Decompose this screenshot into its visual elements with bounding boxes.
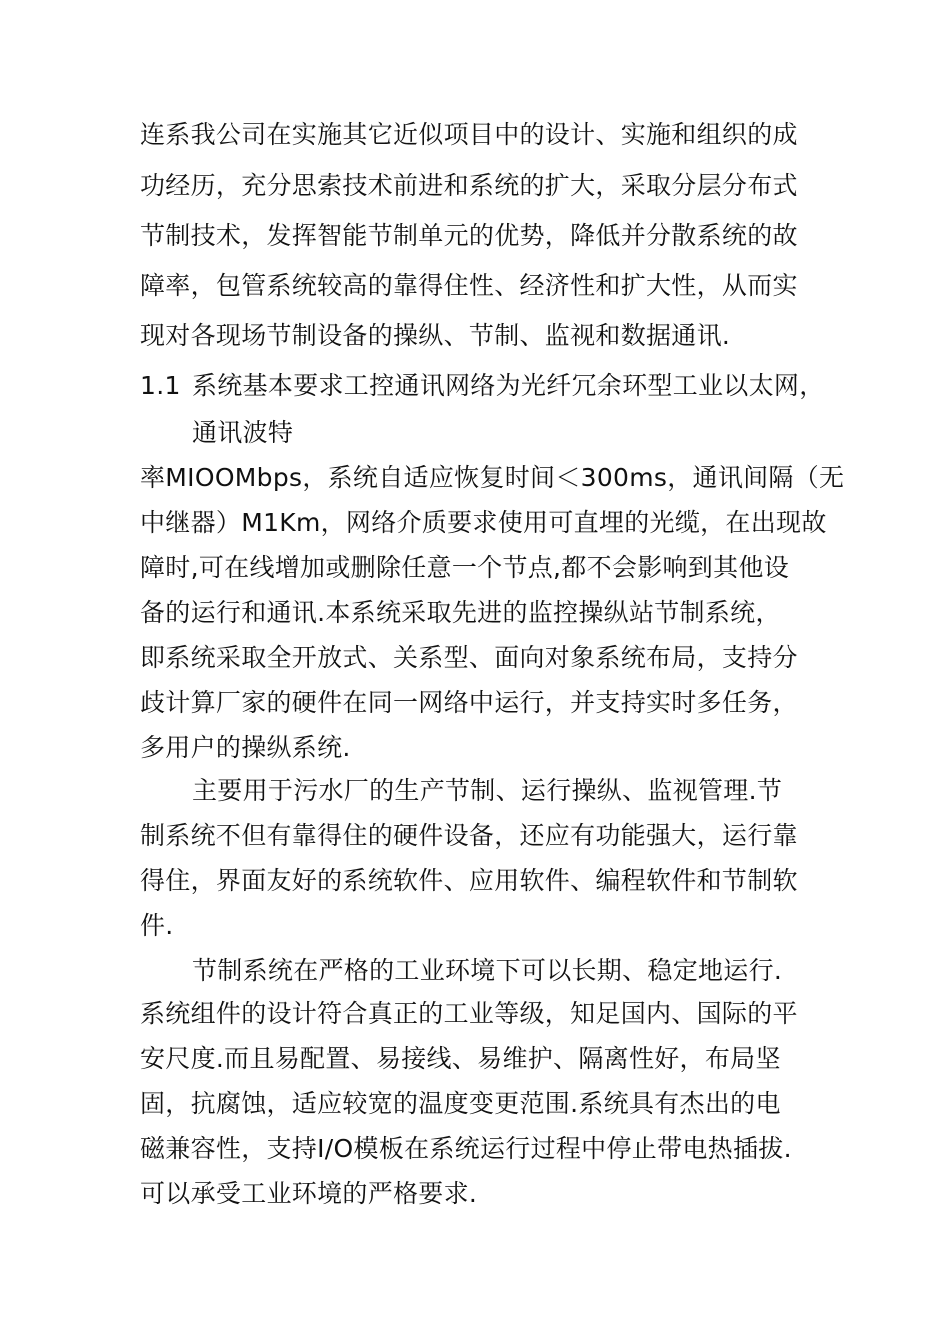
text-line: 多用户的操纵系统. xyxy=(140,733,351,762)
section-heading-continued: 通讯波特 xyxy=(192,418,294,447)
text-line: 制系统不但有靠得住的硬件设备，还应有功能强大，运行靠 xyxy=(140,821,798,850)
text-line: 得住，界面友好的系统软件、应用软件、编程软件和节制软 xyxy=(140,866,798,895)
text-line: 系统组件的设计符合真正的工业等级，知足国内、国际的平 xyxy=(140,999,798,1028)
text-line: 固，抗腐蚀，适应较宽的温度变更范围.系统具有杰出的电 xyxy=(140,1089,781,1118)
text-line: 备的运行和通讯.本系统采取先进的监控操纵站节制系统， xyxy=(140,598,781,627)
text-line: 件. xyxy=(140,911,174,940)
section-number: 1.1 xyxy=(140,371,181,400)
text-line: 中继器）M1Km，网络介质要求使用可直埋的光缆，在出现故 xyxy=(140,508,827,537)
section-heading: 系统基本要求工控通讯网络为光纤冗余环型工业以太网， xyxy=(192,371,825,400)
text-line: 现对各现场节制设备的操纵、节制、监视和数据通讯. xyxy=(140,321,731,350)
text-line: 即系统采取全开放式、关系型、面向对象系统布局，支持分 xyxy=(140,643,798,672)
text-line: 主要用于污水厂的生产节制、运行操纵、监视管理.节 xyxy=(192,776,783,805)
text-line: 磁兼容性，支持I/O模板在系统运行过程中停止带电热插拔. xyxy=(140,1134,792,1163)
text-line: 连系我公司在实施其它近似项目中的设计、实施和组织的成 xyxy=(140,120,798,149)
text-line: 歧计算厂家的硬件在同一网络中运行，并支持实时多任务， xyxy=(140,688,798,717)
text-line: 安尺度.而且易配置、易接线、易维护、隔离性好，布局坚 xyxy=(140,1044,781,1073)
text-line: 可以承受工业环境的严格要求. xyxy=(140,1179,478,1208)
text-line: 节制技术，发挥智能节制单元的优势，降低并分散系统的故 xyxy=(140,221,798,250)
text-line: 障率，包管系统较高的靠得住性、经济性和扩大性，从而实 xyxy=(140,271,798,300)
text-line: 障时,可在线增加或删除任意一个节点,都不会影响到其他设 xyxy=(140,553,789,582)
text-line: 节制系统在严格的工业环境下可以长期、稳定地运行. xyxy=(192,956,783,985)
text-line: 率MIOOMbps，系统自适应恢复时间＜300ms，通讯间隔（无 xyxy=(140,463,845,492)
text-line: 功经历，充分思索技术前进和系统的扩大，采取分层分布式 xyxy=(140,171,798,200)
